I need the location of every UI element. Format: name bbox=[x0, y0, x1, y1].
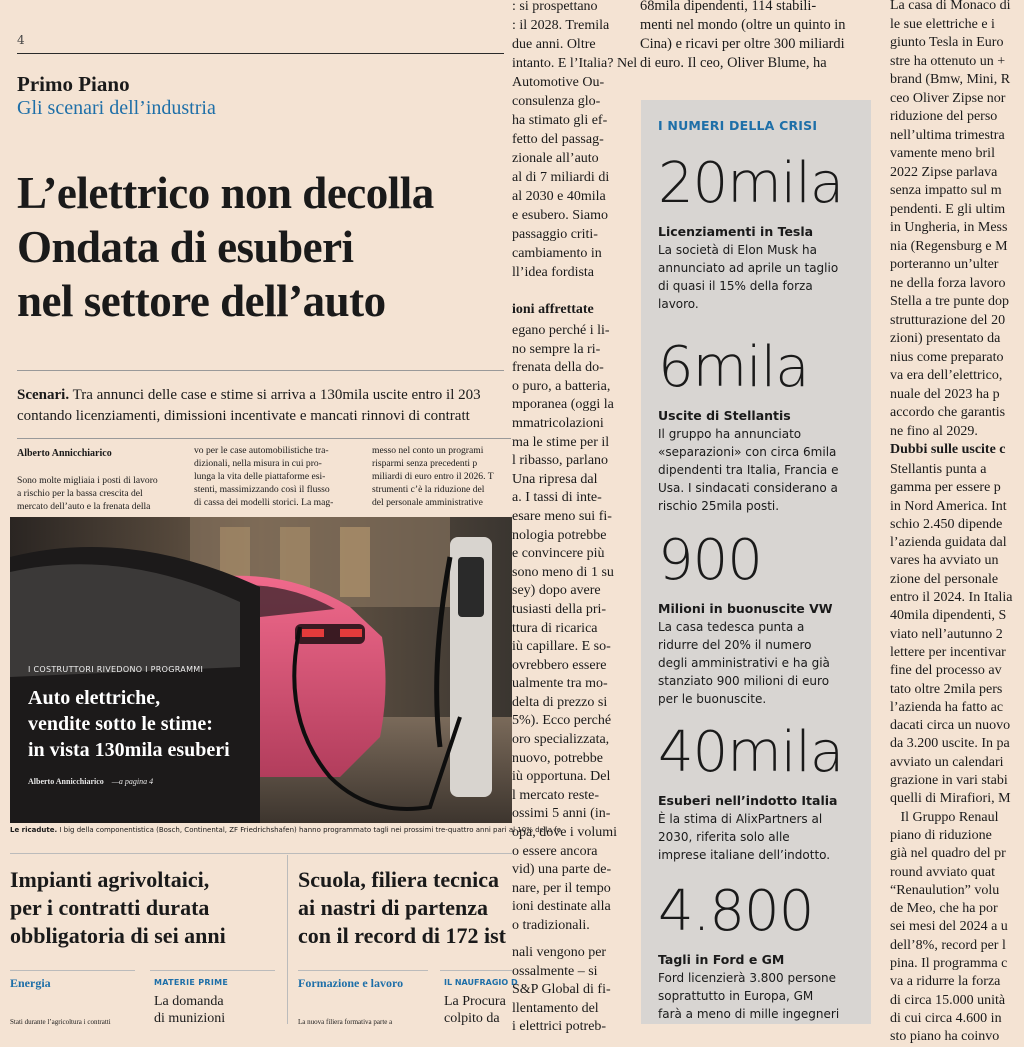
teaser-divider bbox=[287, 855, 288, 1024]
article-column-2-bottom bbox=[512, 944, 626, 1035]
text-line: di munizioni bbox=[154, 1011, 226, 1026]
text-line: al 2030 e 40mila bbox=[512, 189, 606, 204]
text-line: per le buonuscite. bbox=[658, 692, 767, 706]
text-line: in Ungheria, in Mess bbox=[890, 220, 1008, 235]
headline-rule bbox=[17, 370, 504, 371]
text-line: del personale amministrative bbox=[372, 497, 483, 508]
text-line: ne fino al 2029. bbox=[890, 423, 978, 439]
text-line: 68mila dipendenti, 114 stabili- bbox=[640, 0, 817, 14]
text-line: giunto Tesla in Euro bbox=[890, 35, 1004, 50]
text-line: lavoro. bbox=[658, 297, 699, 311]
text-line: porteranno un’ulter bbox=[890, 257, 999, 272]
text-line: La società di Elon Musk ha bbox=[658, 243, 818, 257]
teaser-rule-bottom-3 bbox=[298, 970, 428, 971]
text-line: egano perché i li- bbox=[512, 323, 610, 338]
text-line: messo nel conto un programi bbox=[372, 445, 484, 456]
stat-stellantis-title: Uscite di Stellantis bbox=[658, 408, 791, 423]
stat-tesla-title: Licenziamenti in Tesla bbox=[658, 224, 814, 239]
text-line: Automotive Ou- bbox=[512, 75, 605, 90]
text-line: imprese italiane dell’indotto. bbox=[658, 848, 831, 862]
text-line: zione del personale bbox=[890, 571, 999, 587]
text-line: va era dell’elettrico, bbox=[890, 368, 1003, 383]
text-line: pendenti. E gli ultim bbox=[890, 201, 1006, 217]
stat-stellantis-number: 6mila bbox=[658, 335, 809, 400]
text-line: senza impatto sul m bbox=[890, 183, 1002, 198]
text-line: dacati circa un nuovo bbox=[890, 718, 1011, 734]
tag-formazione-lavoro[interactable]: Formazione e lavoro bbox=[298, 976, 404, 990]
header-rule bbox=[17, 53, 504, 54]
text-line: lunga la vita delle piattaforme esi- bbox=[194, 471, 326, 482]
text-line: oro specializzata, bbox=[512, 732, 610, 748]
text-line: «separazioni» con circa 6mila bbox=[658, 445, 837, 459]
text-line: S&P Global di fi- bbox=[512, 982, 611, 998]
text-line: strumenti c’è la riduzione del bbox=[372, 484, 485, 495]
text-line: Cina) e ricavi per oltre 300 miliardi bbox=[640, 36, 845, 52]
text-line: mporanea (oggi la bbox=[512, 397, 614, 413]
stat-tesla-number: 20mila bbox=[658, 151, 844, 216]
standfirst-line-1: Tra annunci delle case e stime si arriva a 130mila uscite entro il 203 bbox=[72, 387, 481, 403]
text-line: Alberto Annicchiarico bbox=[28, 777, 104, 786]
section-title: Primo Piano bbox=[17, 72, 130, 96]
text-line: ha stimato gli ef- bbox=[512, 113, 608, 128]
text-line: entro il 2024. In Italia bbox=[890, 590, 1013, 606]
text-line: tato oltre 2mila pers bbox=[890, 681, 1003, 697]
headline-line-1: L’elettrico non decolla bbox=[17, 168, 434, 218]
text-line: Il gruppo ha annunciato bbox=[658, 427, 802, 441]
article-column-4-subhead: Dubbi sulle uscite c bbox=[890, 442, 1006, 457]
text-line: llentamento del bbox=[512, 1000, 599, 1016]
stat-ford-gm bbox=[658, 872, 868, 1023]
text-line: obbligatoria di sei anni bbox=[10, 923, 226, 948]
text-line: per i contratti durata bbox=[10, 895, 210, 920]
text-line: strutturazione del 20 bbox=[890, 312, 1006, 328]
photo-headline-line-2: vendite sotto le stime: bbox=[28, 713, 213, 735]
text-line: nuale del 2023 ha p bbox=[890, 386, 1000, 402]
text-line: l’azienda ha fatto ac bbox=[890, 699, 1004, 715]
text-line: l mercato reste- bbox=[512, 787, 600, 803]
text-line: de Meo, che ha por bbox=[890, 901, 998, 917]
text-line: consulenza glo- bbox=[512, 94, 601, 109]
text-line: esare meno sui fi- bbox=[512, 508, 612, 524]
text-line: di circa 15.000 unità bbox=[890, 992, 1006, 1008]
crisis-box-header: I NUMERI DELLA CRISI bbox=[658, 118, 818, 133]
text-line: nali vengono per bbox=[512, 945, 607, 960]
text-line: in Nord America. Int bbox=[890, 498, 1007, 514]
text-line: stre ha ottenuto un + bbox=[890, 53, 1006, 69]
text-line: lettere per incentivar bbox=[890, 644, 1006, 660]
text-line: dizionali, nella misura in cui pro- bbox=[194, 458, 322, 469]
stat-vw-number: 900 bbox=[658, 528, 762, 593]
text-line: Stella a tre punte dop bbox=[890, 294, 1009, 309]
text-line: stanziato 900 milioni di euro bbox=[658, 674, 830, 688]
tag-energia[interactable]: Energia bbox=[10, 976, 51, 990]
text-line: intanto. E l’Italia? Nel bbox=[512, 56, 638, 71]
text-line: vid) una parte de- bbox=[512, 862, 612, 878]
text-line: 2022 Zipse parlava bbox=[890, 164, 998, 180]
ev-charging-photo bbox=[10, 517, 512, 823]
text-line: avviato un calendari bbox=[890, 754, 1004, 770]
text-line: sei mesi del 2024 a u bbox=[890, 919, 1008, 935]
teaser-rule-bottom-2 bbox=[150, 970, 275, 971]
text-line: fine del processo av bbox=[890, 663, 1002, 679]
text-line: La casa di Monaco di bbox=[890, 0, 1011, 13]
text-line: e convincere più bbox=[512, 546, 605, 562]
article-column-2-top bbox=[512, 0, 638, 287]
teaser-rule-bottom-1 bbox=[10, 970, 135, 971]
text-line: Una ripresa dal bbox=[512, 471, 598, 487]
text-line: delta di prezzo si bbox=[512, 694, 608, 710]
text-line: ttura di ricarica bbox=[512, 620, 598, 636]
text-line: ne della forza lavoro bbox=[890, 275, 1006, 291]
text-line: nuovo, potrebbe bbox=[512, 750, 603, 766]
text-line: farà a meno di mille ingegneri bbox=[658, 1007, 840, 1021]
text-line: di quasi il 15% della forza bbox=[658, 279, 813, 293]
text-line: mercato dell’auto e la frenata della bbox=[17, 501, 151, 512]
text-line: Impianti agrivoltaici, bbox=[10, 867, 210, 892]
standfirst-label: Scenari. bbox=[17, 387, 70, 403]
text-line: da 3.200 uscite. In pa bbox=[890, 736, 1010, 752]
tag-materie-prime[interactable]: MATERIE PRIME bbox=[154, 978, 229, 987]
stat-ford-gm-number: 4.800 bbox=[658, 879, 814, 944]
text-line: brand (Bmw, Mini, R bbox=[890, 72, 1011, 87]
text-line: vares ha avviato un bbox=[890, 553, 999, 569]
text-line: Ford licenzierà 3.800 persone bbox=[658, 971, 837, 985]
text-line: va a ridurre la forza bbox=[890, 974, 1001, 990]
text-line: degli amministrativi e ha già bbox=[658, 656, 830, 670]
text-line: sto piano ha coinvo bbox=[890, 1029, 1000, 1045]
text-line: iù opportuna. Del bbox=[512, 769, 611, 785]
text-line: pina. Il programma c bbox=[890, 956, 1008, 972]
text-line: colpito da bbox=[444, 1011, 500, 1026]
text-line: tusiasti della pri- bbox=[512, 601, 607, 617]
teaser-agrivoltaici-title bbox=[10, 866, 226, 950]
text-line: ceo Oliver Zipse nor bbox=[890, 90, 1006, 106]
text-line: La Procura bbox=[444, 994, 506, 1009]
text-line: : si prospettano bbox=[512, 0, 598, 14]
text-line: nare, per il tempo bbox=[512, 880, 611, 896]
photo-caption bbox=[10, 826, 561, 834]
text-line: zioni) presentato da bbox=[890, 331, 1001, 346]
article-column-2-body bbox=[512, 322, 626, 936]
page-number: 4 bbox=[17, 33, 25, 47]
stat-stellantis bbox=[658, 328, 868, 515]
text-line: 2030, riferita solo alle bbox=[658, 830, 790, 844]
teaser-rule-top bbox=[10, 853, 512, 854]
text-line: con il record di 172 ist bbox=[298, 923, 506, 948]
intro-column-2 bbox=[194, 444, 364, 514]
text-line: no sempre la ri- bbox=[512, 341, 601, 357]
teaser-scuola-title bbox=[298, 866, 512, 950]
text-line: l ribasso, parlano bbox=[512, 453, 609, 469]
text-line: di euro. Il ceo, Oliver Blume, ha bbox=[640, 55, 827, 71]
photo-headline-line-1: Auto elettriche, bbox=[28, 687, 161, 709]
byline: Alberto Annicchiarico bbox=[17, 448, 112, 459]
text-line: sey) dopo avere bbox=[512, 583, 601, 599]
text-line: ossalmente – si bbox=[512, 963, 598, 979]
photo-kicker: I COSTRUTTORI RIVEDONO I PROGRAMMI bbox=[28, 665, 204, 674]
text-line: stenti, massimizzando così il flusso bbox=[194, 484, 330, 495]
text-line: passaggio criti- bbox=[512, 227, 598, 242]
text-line: gamma per essere p bbox=[890, 480, 1001, 496]
text-line: dell’8%, record per l bbox=[890, 937, 1006, 953]
article-column-3-top bbox=[640, 0, 876, 77]
article-column-2-subhead: ioni affrettate bbox=[512, 302, 594, 317]
text-line: frenata della do- bbox=[512, 360, 604, 376]
text-line: Il Gruppo Renaul bbox=[890, 809, 999, 825]
text-line: round avviato quat bbox=[890, 864, 995, 880]
text-line: l’azienda guidata dal bbox=[890, 535, 1007, 551]
text-line: Stellantis punta a bbox=[890, 462, 987, 477]
text-line: ma le stime per il bbox=[512, 434, 610, 450]
text-line: piano di riduzione bbox=[890, 827, 992, 843]
photo-page-ref: —a pagina 4 bbox=[111, 777, 154, 786]
text-line: ai nastri di partenza bbox=[298, 895, 489, 920]
section-subtitle: Gli scenari dell’industria bbox=[17, 97, 216, 119]
text-line: opa, dove i volumi bbox=[512, 825, 617, 841]
text-line: nologia potrebbe bbox=[512, 527, 607, 543]
teaser-procura bbox=[444, 993, 512, 1027]
text-line: sono meno di 1 su bbox=[512, 564, 614, 580]
text-line: già nel quadro del pr bbox=[890, 846, 1006, 862]
text-line: “Renaulution” volu bbox=[890, 882, 1000, 898]
text-line: ridurre del 20% il numero bbox=[658, 638, 812, 652]
teaser-munizioni bbox=[154, 993, 225, 1027]
text-line: mmatricolazioni bbox=[512, 415, 604, 431]
text-line: nell’ultima trimestra bbox=[890, 127, 1005, 143]
text-line: schio 2.450 dipende bbox=[890, 516, 1003, 532]
stat-indotto-number: 40mila bbox=[658, 720, 844, 785]
text-line: Usa. I sindacati considerano a bbox=[658, 481, 838, 495]
article-column-4-top bbox=[890, 0, 1024, 439]
text-line: a rischio per la bassa crescita del bbox=[17, 488, 143, 499]
stat-vw-title: Milioni in buonuscite VW bbox=[658, 601, 833, 616]
text-line: viato nell’autunno 2 bbox=[890, 626, 1003, 642]
text-line: o tradizionali. bbox=[512, 918, 590, 933]
text-line: È la stima di AlixPartners al bbox=[658, 812, 823, 826]
text-line: soprattutto in Europa, GM bbox=[658, 989, 814, 1003]
text-line: o puro, a batteria, bbox=[512, 378, 611, 394]
text-line: di cui circa 4.600 in bbox=[890, 1010, 1002, 1026]
text-line: I big della componentistica (Bosch, Continental, ZF Friedrichshafen) hanno programmato tagli nei prossimi tre-quattro anni pari al 10% della fo bbox=[59, 826, 561, 834]
stat-indotto-title: Esuberi nell’indotto Italia bbox=[658, 793, 838, 808]
text-line: 40mila dipendenti, S bbox=[890, 608, 1007, 624]
text-line: nia (Regensburg e M bbox=[890, 238, 1008, 254]
text-line: annunciato ad aprile un taglio bbox=[658, 261, 839, 275]
text-line: di cassa dei modelli storici. La mag- bbox=[194, 497, 334, 508]
text-line: : il 2028. Tremila bbox=[512, 18, 610, 33]
text-line: dipendenti tra Italia, Francia e bbox=[658, 463, 839, 477]
text-line: o essere ancora bbox=[512, 843, 598, 859]
text-line: due anni. Oltre bbox=[512, 37, 596, 52]
text-line: i elettrici potreb- bbox=[512, 1019, 607, 1035]
text-line: rischio 25mila posti. bbox=[658, 499, 780, 513]
standfirst-rule bbox=[17, 438, 511, 439]
text-line: fetto del passag- bbox=[512, 132, 604, 147]
main-headline bbox=[17, 166, 434, 328]
text-line: risparmi senza precedenti p bbox=[372, 458, 478, 469]
text-line: ovrebbero essere bbox=[512, 657, 607, 673]
text-line: Scuola, filiera tecnica bbox=[298, 867, 500, 892]
teaser-scuola-text: La nuova filiera formativa parte a bbox=[298, 1018, 393, 1026]
text-line: Le ricadute. bbox=[10, 826, 58, 834]
intro-column-3 bbox=[372, 444, 510, 514]
photo-headline bbox=[28, 685, 230, 763]
stat-ford-gm-title: Tagli in Ford e GM bbox=[658, 952, 785, 967]
text-line: La casa tedesca punta a bbox=[658, 620, 805, 634]
article-column-4-body bbox=[890, 461, 1024, 1045]
text-line: a. I tassi di inte- bbox=[512, 490, 602, 506]
headline-line-3: nel settore dell’auto bbox=[17, 276, 386, 326]
text-line: grazione in vari stabi bbox=[890, 773, 1008, 789]
crisis-numbers-box bbox=[641, 100, 871, 1024]
teaser-rule-bottom-4 bbox=[440, 970, 512, 971]
intro-column-1 bbox=[17, 474, 185, 514]
text-line: vo per le case automobilistiche tra- bbox=[194, 445, 329, 456]
photo-headline-line-3: in vista 130mila esuberi bbox=[28, 739, 230, 761]
headline-line-2: Ondata di esuberi bbox=[17, 222, 354, 272]
photo-byline bbox=[28, 777, 153, 786]
text-line: le sue elettriche e i bbox=[890, 16, 995, 32]
text-line: e esubero. Siamo bbox=[512, 208, 609, 223]
text-line: ll’idea fordista bbox=[512, 265, 595, 280]
text-line: nius come preparato bbox=[890, 349, 1004, 365]
text-line: zionale all’auto bbox=[512, 151, 599, 166]
text-line: al di 7 miliardi di bbox=[512, 170, 610, 185]
text-line: accordo che garantis bbox=[890, 405, 1006, 420]
tag-naufragio[interactable]: IL NAUFRAGIO D bbox=[444, 978, 518, 987]
stat-vw bbox=[658, 521, 868, 708]
text-line: menti nel mondo (oltre un quinto in bbox=[640, 17, 846, 33]
text-line: quelli di Mirafiori, M bbox=[890, 791, 1011, 807]
stat-indotto bbox=[658, 713, 868, 864]
teaser-agrivoltaici-text: Stati durante l’agricoltura i contratti bbox=[10, 1018, 111, 1026]
text-line: La domanda bbox=[154, 994, 224, 1009]
text-line: iù capillare. E so- bbox=[512, 639, 611, 655]
text-line: riduzione del perso bbox=[890, 109, 998, 124]
text-line: ossimi 5 anni (in- bbox=[512, 806, 611, 822]
standfirst bbox=[17, 385, 511, 427]
stat-tesla bbox=[658, 144, 868, 313]
text-line: 5%). Ecco perché bbox=[512, 713, 612, 729]
text-line: cambiamento in bbox=[512, 246, 602, 261]
text-line: ualmente tra mo- bbox=[512, 676, 608, 692]
text-line: miliardi di euro entro il 2026. T bbox=[372, 471, 494, 482]
text-line: ioni destinate alla bbox=[512, 899, 611, 915]
text-line: Sono molte migliaia i posti di lavoro bbox=[17, 475, 158, 486]
text-line: vamente meno bril bbox=[890, 146, 995, 161]
standfirst-line-2: contando licenziamenti, dimissioni incentivate e mancati rinnovi di contratt bbox=[17, 408, 470, 424]
